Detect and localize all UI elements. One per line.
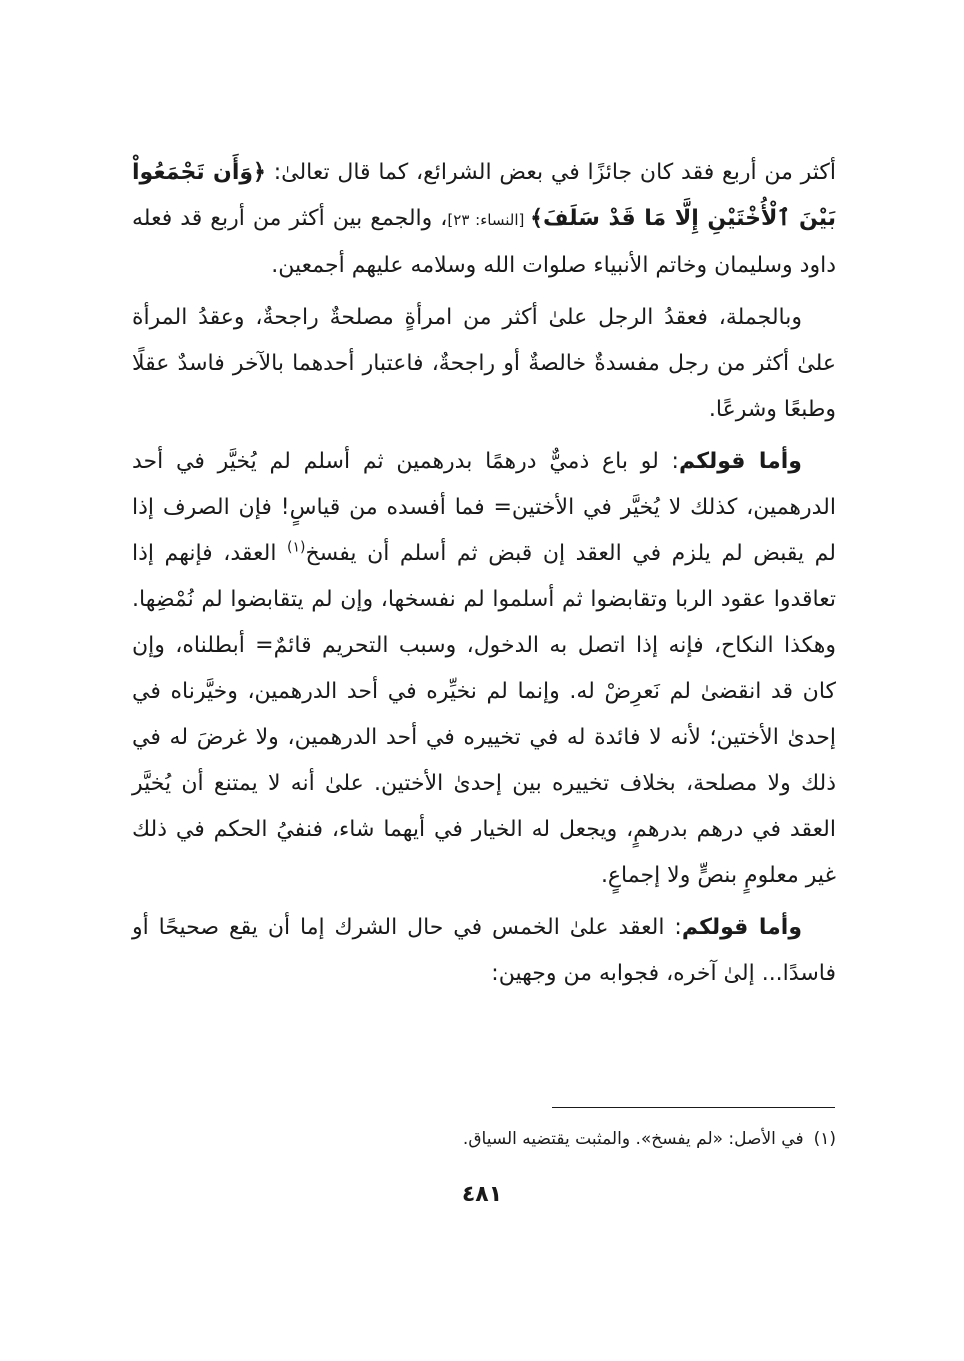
paragraph-2-text: وبالجملة، فعقدُ الرجل علىٰ أكثر من امرأةٍ مصلحةٌ راجحةٌ، وعقدُ المرأة علىٰ أكثر من رجل مفسدةٌ خالصةٌ أو راجحةٌ، فاعتبار أحدهما بالآخر فاسدٌ عقلًا وطبعًا وشرعًا. [132, 305, 836, 422]
footnote-divider [552, 1107, 835, 1108]
paragraph-1-text-start: أكثر من أربع فقد كان جائزًا في بعض الشرائع، كما قال تعالىٰ: [265, 160, 836, 185]
quran-verse: وَأَن تَجْمَعُواْ بَيْنَ ٱلْأُخْتَيْنِ إِلَّا مَا قَدْ سَلَفَ [132, 160, 836, 231]
quran-open-bracket: ﴿ [253, 160, 266, 185]
main-text [132, 150, 836, 997]
footnote [132, 1124, 836, 1154]
paragraph-3-text-end: العقد، فإنهم إذا تعاقدوا عقود الربا وتقابضوا ثم أسلموا لم نفسخها، وإن لم يتقابضوا لم نُمْضِها. وهكذا النكاح، فإنه إذا اتصل به الدخول، وسبب التحريم قائمٌ= أبطلناه، وإن كان قد انقضىٰ لم نَعرِضْ له. وإنما لم نخيِّره في أحد الدرهمين، وخيَّرناه في إحدىٰ الأختين؛ لأنه لا فائدة له في تخييره في أحد الدرهمين، ولا غرضَ له في ذلك ولا مصلحة، بخلاف تخييره بين إحدىٰ الأختين. علىٰ أنه لا يمتنع أن يُخيَّر العقد في درهم بدرهمٍ، ويجعل له الخيار في أيهما شاء، فنفيُ الحكم في ذلك غير معلومٍ بنصٍّ ولا إجماعٍ. [132, 541, 836, 888]
footnote-text: في الأصل: «لم يفسخ». والمثبت يقتضيه السياق. [462, 1129, 804, 1149]
quran-close-bracket: ﴾ [530, 206, 544, 231]
paragraph-4-lead: وأما قولكم [681, 915, 802, 940]
paragraph-3-lead: وأما قولكم [678, 449, 802, 474]
page-number: ٤٨١ [461, 1182, 503, 1207]
paragraph-3-text-start: : لو باع ذميٌّ درهمًا بدرهمين ثم أسلم لم يُخيَّر في أحد الدرهمين، كذلك لا يُخيَّر في الأختين= فما أفسده من قياسٍ! فإن الصرف إذا لم يقبض لم يلزم في العقد إن قبض ثم أسلم أن يفسخ [132, 449, 836, 566]
paragraph-3 [132, 439, 836, 899]
paragraph-2 [132, 295, 836, 433]
paragraph-4-text: : العقد علىٰ الخمس في حال الشرك إما أن يقع صحيحًا أو فاسدًا... إلىٰ آخره، فجوابه من وجهين: [132, 915, 836, 986]
footnote-number: (١) [813, 1129, 836, 1149]
paragraph-1-text-end: ، والجمع بين أكثر من أربع قد فعله داود وسليمان وخاتم الأنبياء صلوات الله وسلامه عليهم أجمعين. [132, 206, 836, 278]
paragraph-4 [132, 905, 836, 997]
verse-reference: [النساء: ٢٣] [447, 211, 531, 229]
footnote-marker[interactable]: (١) [286, 539, 306, 556]
paragraph-1 [132, 150, 836, 289]
